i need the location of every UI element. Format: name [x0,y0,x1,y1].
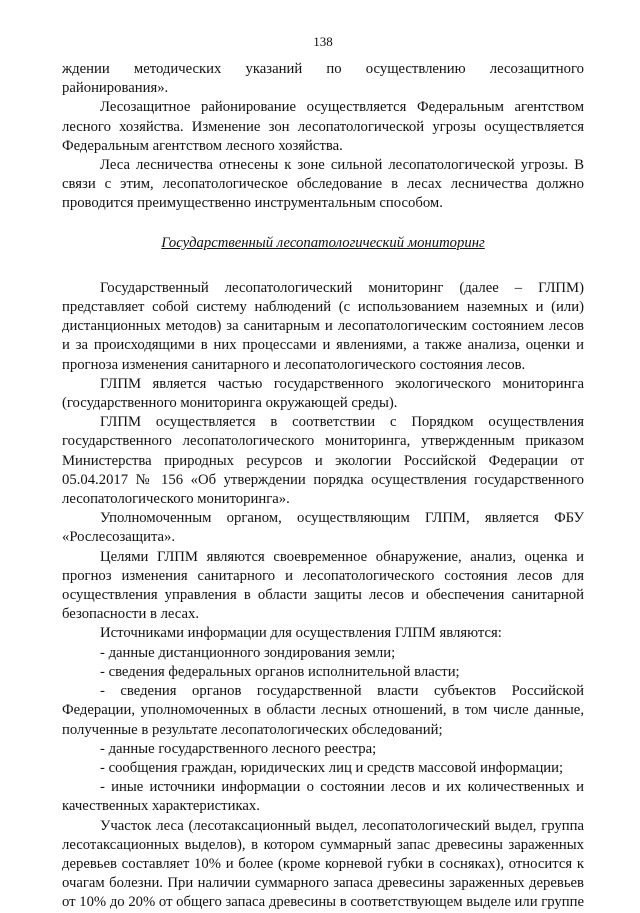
paragraph: Источниками информации для осуществления ГЛПМ являются: [100,625,502,642]
paragraph: Целями ГЛПМ являются своевременное обнаружение, анализ, оценка и прогноз изменения санитарного и лесопатологического состояния лесов для осуществления управления в области защиты лесов и обеспечения санитарной безопасности в лесах. [62,548,584,623]
document-page [62,34,584,913]
page-number: 138 [313,34,333,49]
list-item: - сведения федеральных органов исполнительной власти; [100,663,460,680]
paragraph: Леса лесничества отнесены к зоне сильной лесопатологической угрозы. В связи с этим, лесопатологическое обследование в лесах лесничества должно проводится преимущественно инструментальным способом. [62,157,584,212]
section-title: Государственный лесопатологический мониторинг [161,234,485,251]
list-item: - данные государственного лесного реестра; [100,740,377,757]
list-item: - иные источники информации о состоянии лесов и их количественных и качественных характеристиках. [62,779,584,815]
paragraph: Участок леса (лесотаксационный выдел, лесопатологический выдел, группа лесотаксационных выделов), в котором суммарный запас древесины зараженных деревьев составляет 10% и более (кроме корневой губки в сосняках), относится к очагам болезни. При наличии суммарного запаса древесины зараженных деревьев от 10% до 20% от общего запаса древесины в соответствующем выделе или группе [62,817,585,911]
paragraph: Лесозащитное районирование осуществляется Федеральным агентством лесного хозяйства. Изменение зон лесопатологической угрозы осуществляется Федеральным агентством лесного хозяйства. [62,99,584,154]
paragraph: ГЛПМ осуществляется в соответствии с Порядком осуществления государственного лесопатологического мониторинга, утвержденным приказом Министерства природных ресурсов и экологии Российской Федерации от 05.04.2017 № 156 «Об утверждении порядка осуществления государственного лесопатологического мониторинга». [62,414,584,508]
list-item: - сообщения граждан, юридических лиц и средств массовой информации; [100,759,564,776]
paragraph: ГЛПМ является частью государственного экологического мониторинга (государственного мониторинга окружающей среды). [62,375,584,412]
paragraph-continuation: ждении методических указаний по осуществлению лесозащитного районирования». [62,61,584,97]
list-item: - сведения органов государственной власти субъектов Российской Федерации, уполномоченных в области лесных отношений, в том числе данные, полученные в результате лесопатологических обследований; [62,683,584,738]
paragraph: Государственный лесопатологический мониторинг (далее – ГЛПМ) представляет собой систему наблюдений (с использованием наземных и (или) дистанционных методов) за санитарным и лесопатологическим состоянием лесов и за происходящими в них процессами и явлениями, а также анализа, оценки и прогноза изменения санитарного и лесопатологического состояния лесов. [62,279,584,373]
paragraph: Уполномоченным органом, осуществляющим ГЛПМ, является ФБУ «Рослесозащита». [62,510,584,546]
list-item: - данные дистанционного зондирования земли; [100,644,396,661]
